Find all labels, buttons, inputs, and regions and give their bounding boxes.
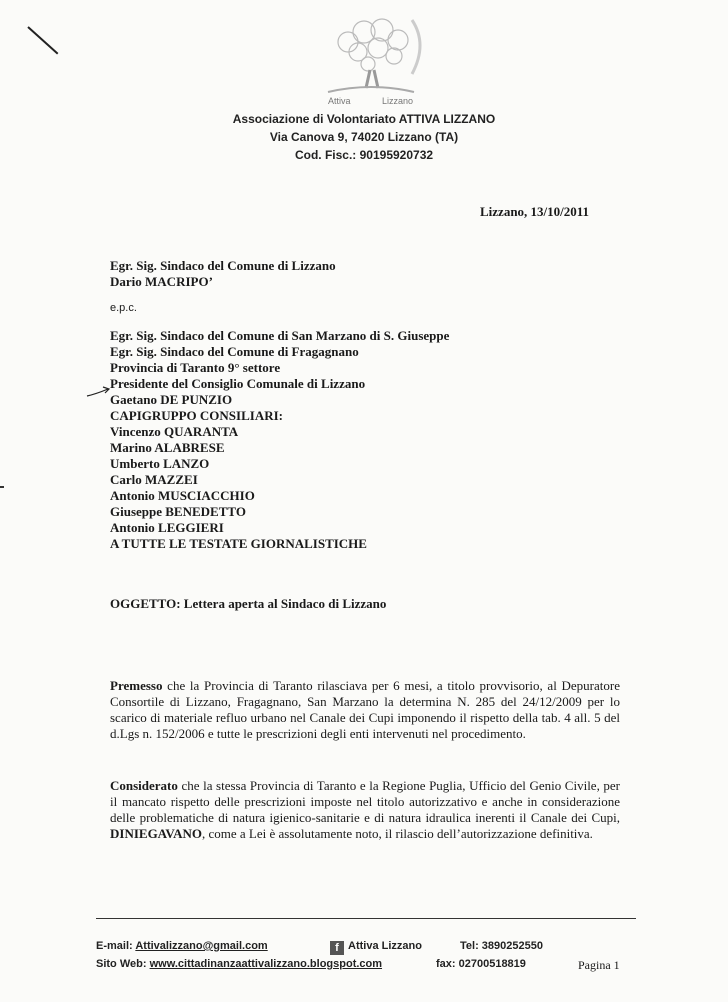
cc-line: Gaetano DE PUNZIO [110,392,233,407]
premesso-lead: Premesso [110,678,163,693]
paragraph-considerato [110,778,620,842]
cc-line: Marino ALABRESE [110,440,225,455]
footer-divider [96,918,636,919]
cc-line: Carlo MAZZEI [110,472,198,487]
web-label: Sito Web: [96,958,147,970]
cc-line: Umberto LANZO [110,456,210,471]
org-tax-code: Cod. Fisc.: 90195920732 [294,148,434,162]
website-link[interactable]: www.cittadinanzaattivalizzano.blogspot.com [149,958,383,970]
cc-line: CAPIGRUPPO CONSILIARI: [110,408,283,423]
paragraph-premesso [110,678,620,742]
footer-fax: fax: 02700518819 [436,958,526,970]
cc-line: Egr. Sig. Sindaco del Comune di Fragagnano [110,344,359,359]
cc-line: Antonio LEGGIERI [110,520,224,535]
considerato-text-a: che la stessa Provincia di Taranto e la Regione Puglia, Ufficio del Genio Civile, per il mancato rispetto delle prescrizioni imposte nel titolo autorizzativo e anche in considerazione delle problematiche di natura igienico-sanitarie e di natura idraulica inerenti il Canale dei Cupi, [110,778,620,825]
page-number: Pagina 1 [578,958,620,972]
recipients-block [110,258,449,552]
margin-tick-mark [0,486,4,488]
considerato-lead: Considerato [110,778,178,793]
considerato-text-b: , come a Lei è assolutamente noto, il rilascio dell’autorizzazione definitiva. [202,826,593,841]
cc-line: Giuseppe BENEDETTO [110,504,246,519]
cc-line: A TUTTE LE TESTATE GIORNALISTICHE [110,536,367,551]
recipient-line: Dario MACRIPO’ [110,274,213,289]
cc-label: e.p.c. [110,302,137,314]
letter-date: Lizzano, 13/10/2011 [480,204,590,219]
cc-line: Egr. Sig. Sindaco del Comune di San Marzano di S. Giuseppe [110,328,450,343]
email-link[interactable]: Attivalizzano@gmail.com [135,940,268,952]
footer-tel: Tel: 3890252550 [460,940,543,952]
handwritten-slash-mark [27,26,58,54]
cc-line: Antonio MUSCIACCHIO [110,488,255,503]
facebook-label: Attiva Lizzano [348,940,422,952]
handwritten-arrow-icon [86,385,112,399]
footer-email-row [96,940,268,952]
org-address: Via Canova 9, 74020 Lizzano (TA) [269,130,459,144]
logo-text-right: Lizzano [382,96,414,106]
association-logo [308,14,434,108]
facebook-icon: f [330,941,344,955]
cc-line: Vincenzo QUARANTA [110,424,239,439]
footer-web-row [96,958,382,970]
cc-line: Presidente del Consiglio Comunale di Lizzano [110,376,366,391]
logo-text-left: Attiva [328,96,351,106]
cc-line: Provincia di Taranto 9° settore [110,360,281,375]
diniegavano-text: DINIEGAVANO [110,826,202,841]
email-label: E-mail: [96,940,133,952]
org-name: Associazione di Volontariato ATTIVA LIZZANO [232,112,496,126]
facebook-link[interactable] [330,940,422,955]
recipient-line: Egr. Sig. Sindaco del Comune di Lizzano [110,258,336,273]
premesso-text: che la Provincia di Taranto rilasciava per 6 mesi, a titolo provvisorio, al Depuratore Consortile di Lizzano, Fragagnano, San Marzano la determina N. 285 del 24/12/2009 per lo scarico di materiale refluo urbano nel Canale dei Cupi imponendo il rispetto della tab. 4 all. 5 del d.Lgs n. 152/2006 e tutte le prescrizioni degli enti intervenuti nel procedimento. [110,678,620,741]
subject-line: OGGETTO: Lettera aperta al Sindaco di Lizzano [110,596,387,611]
